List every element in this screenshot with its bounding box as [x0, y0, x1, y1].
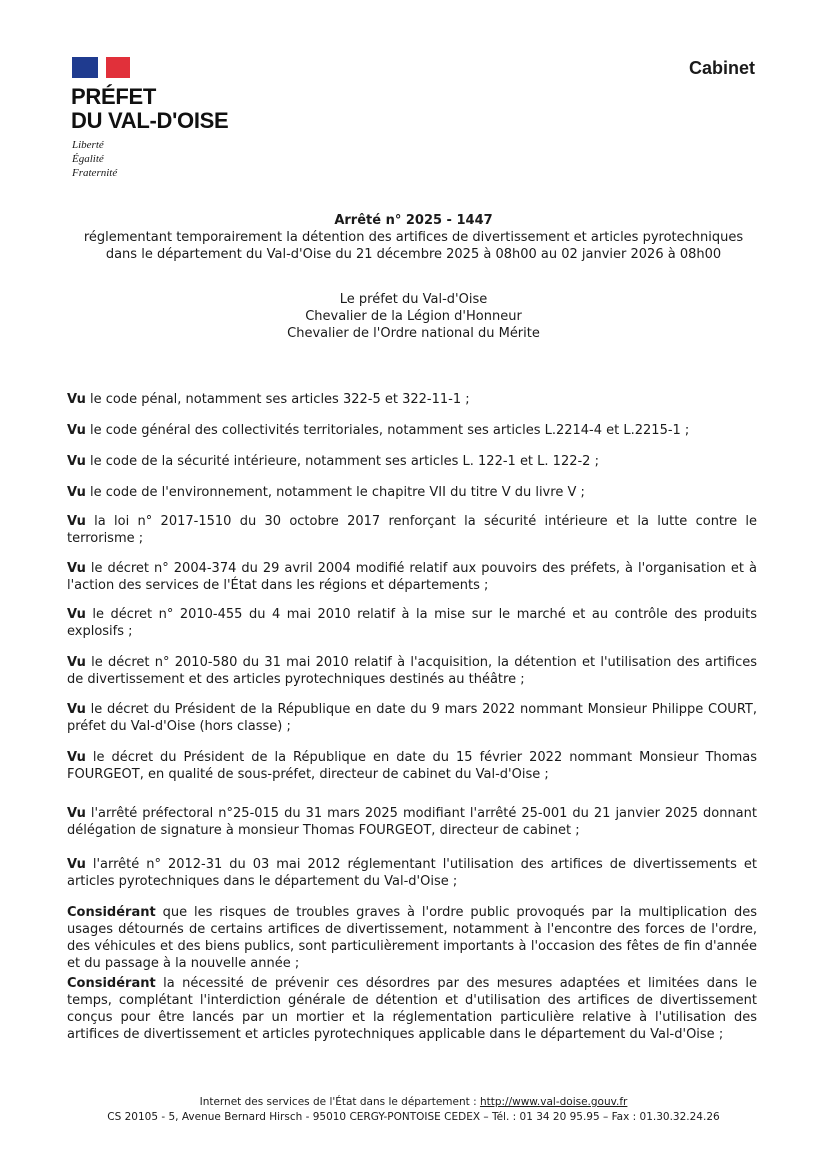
recital-paragraph [67, 749, 757, 783]
recital-paragraph [67, 391, 757, 408]
recital-paragraph [67, 560, 757, 594]
recital-text: la loi n° 2017-1510 du 30 octobre 2017 renforçant la sécurité intérieure et la lutte contre le terrorisme ; [67, 514, 757, 546]
recital-lead: Vu [67, 702, 86, 717]
recital-lead: Vu [67, 392, 86, 407]
recital-text: le code de la sécurité intérieure, notamment ses articles L. 122-1 et L. 122-2 ; [85, 454, 599, 469]
recital-lead: Vu [67, 485, 86, 500]
recital-paragraph [67, 975, 757, 1043]
prefet-line: Chevalier de la Légion d'Honneur [305, 309, 522, 324]
logo-line-2: DU VAL-D'OISE [71, 108, 229, 133]
logo-line-1: PRÉFET [71, 84, 156, 109]
service-name: Cabinet [688, 58, 755, 78]
recital-paragraph [67, 856, 757, 890]
motto [72, 138, 117, 180]
recital-text: le code général des collectivités territoriales, notamment ses articles L.2214-4 et L.2215-1 ; [85, 423, 690, 438]
recital-lead: Vu [67, 806, 86, 821]
recital-lead: Vu [67, 514, 86, 529]
recital-lead: Vu [67, 857, 86, 872]
motto-liberte: Liberté [72, 139, 104, 151]
recital-text: le décret n° 2010-455 du 4 mai 2010 relatif à la mise sur le marché et au contrôle des produits explosifs ; [67, 607, 757, 639]
prefet-line: Chevalier de l'Ordre national du Mérite [287, 326, 540, 341]
recital-text: la nécessité de prévenir ces désordres par des mesures adaptées et limitées dans le temps, complétant l'interdiction générale de détention et d'utilisation des artifices de divertissement conçus pour être lancés par un mortier et la réglementation particulière relative à l'utilisation des artifices de divertissement et articles pyrotechniques applicable dans le département du Val-d'Oise ; [67, 976, 757, 1042]
title-line-1: réglementant temporairement la détention des artifices de divertissement et articles pyrotechniques [83, 230, 744, 245]
prefet-titles [60, 291, 767, 342]
recital-text: le code pénal, notamment ses articles 322-5 et 322-11-1 ; [85, 392, 470, 407]
recital-lead: Vu [67, 750, 86, 765]
footer-address: CS 20105 - 5, Avenue Bernard Hirsch - 95010 CERGY-PONTOISE CEDEX – Tél. : 01 34 20 95.95 – Fax : 01.30.32.24.26 [107, 1111, 720, 1123]
prefecture-name [71, 85, 228, 133]
document-title [60, 212, 767, 263]
recital-paragraph [67, 513, 757, 547]
decree-number: Arrêté n° 2025 - 1447 [334, 213, 493, 228]
footer [60, 1095, 767, 1125]
recital-paragraph [67, 701, 757, 735]
recital-lead: Considérant [67, 976, 156, 991]
recital-paragraph [67, 453, 757, 470]
recital-lead: Vu [67, 655, 86, 670]
recital-text: le code de l'environnement, notamment le chapitre VII du titre V du livre V ; [85, 485, 585, 500]
recital-lead: Vu [67, 423, 86, 438]
recital-paragraph [67, 654, 757, 688]
recital-text: le décret n° 2004-374 du 29 avril 2004 modifié relatif aux pouvoirs des préfets, à l'organisation et à l'action des services de l'État dans les régions et départements ; [67, 561, 757, 593]
recital-lead: Vu [67, 561, 86, 576]
website-link[interactable]: http://www.val-doise.gouv.fr [479, 1096, 628, 1108]
title-line-2: dans le département du Val-d'Oise du 21 décembre 2025 à 08h00 au 02 janvier 2026 à 08h00 [105, 247, 722, 262]
footer-internet-label: Internet des services de l'État dans le département : [199, 1096, 480, 1108]
prefet-line: Le préfet du Val-d'Oise [339, 292, 488, 307]
motto-fraternite: Fraternité [72, 167, 118, 179]
recital-lead: Vu [67, 454, 86, 469]
marianne-flag-logo [72, 57, 130, 78]
recital-lead: Considérant [67, 905, 156, 920]
recital-paragraph [67, 484, 757, 501]
recital-paragraph [67, 422, 757, 439]
recital-text: l'arrêté préfectoral n°25-015 du 31 mars 2025 modifiant l'arrêté 25-001 du 21 janvier 2025 donnant délégation de signature à monsieur Thomas FOURGEOT, directeur de cabinet ; [67, 806, 757, 838]
recital-text: le décret du Président de la République en date du 15 février 2022 nommant Monsieur Thomas FOURGEOT, en qualité de sous-préfet, directeur de cabinet du Val-d'Oise ; [67, 750, 757, 782]
recital-text: l'arrêté n° 2012-31 du 03 mai 2012 réglementant l'utilisation des artifices de divertissements et articles pyrotechniques dans le département du Val-d'Oise ; [67, 857, 757, 889]
recital-text: le décret n° 2010-580 du 31 mai 2010 relatif à l'acquisition, la détention et l'utilisation des artifices de divertissement et des articles pyrotechniques destinés au théâtre ; [67, 655, 757, 687]
recital-text: le décret du Président de la République en date du 9 mars 2022 nommant Monsieur Philippe COURT, préfet du Val-d'Oise (hors classe) ; [67, 702, 757, 734]
recital-text: que les risques de troubles graves à l'ordre public provoqués par la multiplication des usages détournés de certains artifices de divertissement, notamment à l'encontre des forces de l'ordre, des véhicules et des biens publics, sont particulièrement importants à l'occasion des fêtes de fin d'année et du passage à la nouvelle année ; [67, 905, 757, 971]
recital-lead: Vu [67, 607, 86, 622]
recital-paragraph [67, 805, 757, 839]
recital-paragraph [67, 606, 757, 640]
recital-paragraph [67, 904, 757, 972]
motto-egalite: Égalité [72, 153, 104, 165]
